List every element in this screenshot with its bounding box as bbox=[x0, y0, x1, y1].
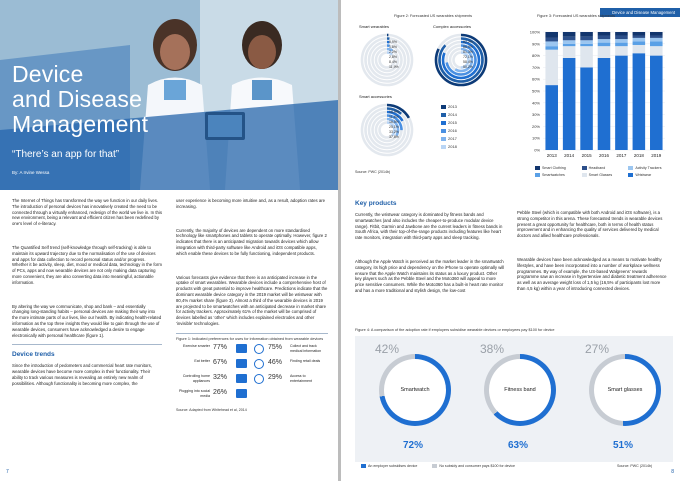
donut-value: 11,9% bbox=[389, 65, 399, 69]
bar-segment bbox=[615, 46, 628, 55]
legend-year: 2015 bbox=[448, 120, 457, 125]
legend-entry: An employer subsidises device bbox=[368, 464, 418, 468]
paragraph: Although the Apple Watch is perceived as the market leader in the smartwatch category, its high price and dependency on the iPhone to operate optimally will ensure that the Apple Watch maintains its status as a luxury product. Other key players such as the Pebble Steel and the Moto360 will appeal to more price sensitive consumers. While the Moto360 has a built-in heart rate monitor and has a more traditional and stylish design, the low-cost bbox=[355, 258, 505, 293]
paragraph: Currently, the majority of devices are dependent on more standardised technology like smartphones and tablets to operate optimally. However, figure 2 indicates that there is an anticipated migration towards devices which allow integration with third-party software like Android and iOS compatible apps, which enable these devices to be fully functioning, independent products. bbox=[176, 227, 327, 256]
x-tick-label: 2016 bbox=[598, 153, 610, 158]
figure-4 bbox=[355, 336, 673, 462]
section-heading: Device trends bbox=[12, 351, 55, 359]
bar-segment bbox=[545, 50, 558, 85]
fig1-label: Plugging into social media bbox=[179, 389, 210, 398]
paragraph: Pebble Steel (which is compatible with both Android and iOS software), is a strong competitor in this arena. These forecasted trends in wearable devices present a great opportunity for healthcare, both in terms of health status improvement and in enhancing the quality of services delivered by medical doctors and allied healthcare professionals. bbox=[517, 210, 663, 239]
bar-segment bbox=[650, 46, 663, 55]
legend-year: 2017 bbox=[448, 136, 457, 141]
bar-segment bbox=[650, 41, 663, 46]
bar-segment bbox=[650, 56, 663, 150]
bar-segment bbox=[598, 36, 611, 40]
bar-segment bbox=[563, 32, 576, 37]
left-column-2 bbox=[176, 198, 328, 412]
subsidy-percent: 51% bbox=[613, 440, 634, 451]
x-tick-label: 2014 bbox=[564, 153, 575, 158]
article-subtitle: “There’s an app for that” bbox=[12, 149, 120, 160]
fig1-percent: 75% bbox=[268, 344, 283, 352]
legend-swatch bbox=[441, 121, 446, 125]
bar-segment bbox=[650, 38, 663, 42]
legend-entry: No subsidy and consumer pays $100 for device bbox=[439, 464, 516, 468]
device-circle bbox=[489, 359, 551, 421]
left-page bbox=[0, 0, 338, 481]
legend-swatch bbox=[582, 173, 587, 177]
legend-swatch bbox=[628, 166, 633, 170]
figure-3-legend bbox=[535, 166, 675, 177]
paragraph: user experience is becoming more intuitive and, as a result, adoption rates are increasing. bbox=[176, 198, 326, 209]
figure-2 bbox=[355, 24, 515, 164]
figure-4-source: Source: PWC (2014b) bbox=[617, 464, 653, 468]
phone-icon bbox=[236, 374, 247, 383]
legend-year: 2018 bbox=[448, 144, 457, 149]
heart-icon bbox=[254, 374, 264, 384]
paragraph: Wearable devices have been acknowledged as a means to motivate healthy lifestyles, and have been incorporated into a number of workplace wellness programmes. By way of example, the US-based Walgreens’ rewards programme saw an increase in hypertensive and diabetic treatment adherence as well as an average weight loss of 1,5 kg (16,5% of participants lost more than 4,5 kg) within a year of introducing connected devices. bbox=[517, 256, 667, 291]
bar-segment bbox=[650, 32, 663, 36]
donut-value: 25,1% bbox=[389, 125, 399, 129]
figure-1-caption: Figure 1: Indicated preferences for uses for information obtained from wearable devices bbox=[176, 336, 324, 341]
donut-value: 16,5% bbox=[389, 120, 399, 124]
x-tick-label: 2017 bbox=[616, 153, 627, 158]
y-tick-label: 50% bbox=[531, 88, 540, 94]
donut-value: 1,8% bbox=[389, 45, 397, 49]
bar-segment bbox=[598, 32, 611, 36]
bar-segment bbox=[545, 85, 558, 150]
bar-segment bbox=[545, 32, 558, 38]
donut-value: 0,9% bbox=[389, 40, 397, 44]
bar-segment bbox=[598, 39, 611, 43]
figure-4-title: Figure 4: A comparison of the adoption rate if employers subsidise wearable devices or employees pay $100 for device bbox=[355, 328, 555, 332]
bar-segment bbox=[580, 67, 593, 150]
donut-value: 37,8% bbox=[389, 135, 399, 139]
fig1-label: Controlling home appliances bbox=[182, 374, 210, 383]
y-tick-label: 30% bbox=[531, 112, 540, 118]
bar-segment bbox=[615, 43, 628, 47]
donut-value: 33,2% bbox=[389, 130, 399, 134]
fig1-percent: 67% bbox=[213, 359, 228, 367]
figure-1 bbox=[176, 344, 328, 408]
y-tick-label: 100% bbox=[529, 29, 540, 35]
legend-swatch bbox=[628, 173, 633, 177]
right-column-1 bbox=[355, 200, 505, 294]
no-subsidy-percent: 38% bbox=[480, 342, 505, 356]
donut-value: 50,2% bbox=[463, 65, 473, 69]
bar-segment bbox=[580, 32, 593, 37]
legend-entry: Headband bbox=[588, 166, 606, 170]
figure-1-source: Source: Adapted from Whitehead et al, 2014 bbox=[176, 408, 247, 413]
y-tick-label: 40% bbox=[531, 100, 540, 106]
donut-title: Smart wearables bbox=[359, 24, 390, 29]
phone-icon bbox=[236, 359, 247, 368]
paragraph: By altering the way we communicate, shop and bank – and essentially changing long-standing habits – personal devices are making their way into the more intimate parts of our lives, like our health. By indicating health-related information as the top three insights they would like to gain through the use of wearable devices, consumers have acknowledged a desire to engage electronically with personal healthcare (figure 1). bbox=[12, 303, 162, 338]
y-tick-label: 70% bbox=[531, 64, 540, 70]
bar-segment bbox=[545, 46, 558, 50]
bar-segment bbox=[633, 36, 646, 38]
bar-segment bbox=[633, 38, 646, 42]
y-tick-label: 0% bbox=[534, 147, 540, 153]
right-column-2 bbox=[517, 210, 669, 292]
legend-year: 2016 bbox=[448, 128, 457, 133]
y-tick-label: 10% bbox=[531, 135, 540, 141]
donut-value: 2,8% bbox=[389, 55, 397, 59]
legend-swatch bbox=[441, 105, 446, 109]
device-label: Fitness band bbox=[504, 387, 536, 393]
y-tick-label: 80% bbox=[531, 53, 540, 59]
bar-segment bbox=[598, 58, 611, 150]
figure-rule bbox=[176, 333, 328, 334]
bar-segment bbox=[633, 53, 646, 150]
byline: By: A Irvine Wessa bbox=[12, 170, 50, 175]
legend-entry: Activity Trackers bbox=[635, 166, 662, 170]
fig1-percent: 26% bbox=[213, 389, 228, 397]
donut-value: 81,3% bbox=[463, 50, 473, 54]
bar-segment bbox=[563, 46, 576, 58]
y-tick-label: 60% bbox=[531, 76, 540, 82]
paragraph: Various forecasts give evidence that there is an anticipated increase in the uptake of smart wearables. Wearable devices include a comprehensive host of products with great potential to improve healthcare. Predictions indicate that the dominant wearable device category in the 2019 market will be wristwear with 80,4% market share (figure 3). Almost a third of the wearable devices in 2019 are projected to be smartwatches with an anticipated decrease in market share for activity trackers. Approximately 61% of the market will be comprised of devices labelled as ‘other’ which includes explained electrodes and other ‘invisible’ technologies. bbox=[176, 274, 328, 326]
device-circle bbox=[384, 359, 446, 421]
bar-segment bbox=[563, 37, 576, 41]
paragraph: Since the introduction of pedometers and commercial heart rate monitors, wearable devices have become more complex in their functionality. Their ability to track various measures is revealing an entirely new realm of possibilities. Although functionality is becoming more complex, the bbox=[12, 363, 152, 386]
bar-segment bbox=[633, 45, 646, 53]
subsidy-percent: 72% bbox=[403, 440, 424, 451]
figure-2-title: Figure 2: Forecasted US wearables shipments bbox=[393, 14, 473, 18]
device-label: Smartwatch bbox=[400, 387, 430, 393]
x-tick-label: 2015 bbox=[581, 153, 592, 158]
paragraph: The Quantified Self trend (self-knowledge through self-tracking) is able to maintain its upward trajectory due to the normalisation of the use of devices and apps for data collection to record personal status and/or progress. Whether it be activity, sleep, diet, mood or medical data, technology in the form of PCs, apps and now wearable devices are not only making data capturing more convenient, they are also converting data into meaningful, actionable information. bbox=[12, 244, 162, 285]
fig1-percent: 32% bbox=[213, 374, 228, 382]
section-rule bbox=[12, 344, 162, 345]
donut-value: 8,4% bbox=[389, 60, 397, 64]
legend-swatch bbox=[441, 113, 446, 117]
bar-segment bbox=[615, 32, 628, 36]
bar-segment bbox=[563, 44, 576, 46]
page-number: 7 bbox=[6, 469, 9, 475]
bar-segment bbox=[615, 39, 628, 43]
legend-swatch bbox=[441, 137, 446, 141]
paragraph: Currently, the wristwear category is dominated by fitness bands and smartwatches (and also includes the cheaper-to-produce modular device range). Fitbit, Garmin and Jawbone are the current leaders in fitness bands in South Africa, with their top-of-the-range products including features like heart rate monitors, integration with third-party apps and sleep tracking. bbox=[355, 212, 503, 241]
legend-swatch bbox=[432, 464, 437, 468]
bar-segment bbox=[545, 38, 558, 42]
heart-icon bbox=[254, 359, 264, 369]
figure-4-legend bbox=[361, 464, 515, 468]
right-page bbox=[341, 0, 680, 481]
legend-swatch bbox=[441, 129, 446, 133]
legend-entry: Smartwatches bbox=[542, 173, 565, 178]
legend-swatch bbox=[361, 464, 366, 468]
bar-segment bbox=[563, 40, 576, 44]
legend-year: 2014 bbox=[448, 112, 457, 117]
bar-segment bbox=[580, 37, 593, 41]
no-subsidy-percent: 42% bbox=[375, 342, 400, 356]
donut-value: 2,2% bbox=[389, 50, 397, 54]
donut-value: 58,4% bbox=[463, 60, 473, 64]
running-header: Device and Disease Management bbox=[600, 8, 680, 17]
x-tick-label: 2019 bbox=[651, 153, 662, 158]
donut-value: 82,2% bbox=[463, 40, 473, 44]
bar-segment bbox=[563, 58, 576, 150]
subsidy-percent: 63% bbox=[508, 440, 529, 451]
bar-segment bbox=[580, 40, 593, 44]
bar-segment bbox=[615, 56, 628, 150]
legend-entry: Smart Glasses bbox=[588, 173, 613, 178]
phone-icon bbox=[236, 344, 247, 353]
donut-value: 16,9% bbox=[389, 110, 399, 114]
article-title: Device and Disease Management bbox=[12, 61, 149, 137]
x-tick-label: 2013 bbox=[546, 153, 557, 158]
legend-entry: Smart Clothing bbox=[542, 166, 566, 170]
donut-value: 86,9% bbox=[463, 45, 473, 49]
bar-segment bbox=[650, 36, 663, 38]
bar-segment bbox=[598, 43, 611, 47]
y-tick-label: 90% bbox=[531, 41, 540, 47]
fig1-percent: 77% bbox=[213, 344, 228, 352]
fig1-label: Access to entertainment bbox=[290, 374, 312, 383]
legend-swatch bbox=[535, 166, 540, 170]
figure-2-source: Source: PWC (2014b) bbox=[355, 170, 391, 174]
figure-3-title: Figure 3: Forecasted US wearables shipments bbox=[537, 14, 616, 18]
paragraph: The Internet of Things has transformed the way we function in our daily lives. The introduction of personal devices has innovatively created the need to be connected through a virtually enhanced, redesign of the world we live in. In this new environment, being a relevant and efficient citizen has been redefined by one’s level of e-literacy. bbox=[12, 198, 163, 227]
legend-swatch bbox=[582, 166, 587, 170]
device-label: Smart glasses bbox=[607, 387, 643, 393]
fig1-label: Finding retail deals bbox=[290, 359, 321, 364]
section-heading: Key products bbox=[355, 200, 397, 207]
heart-icon bbox=[254, 344, 264, 354]
donut-value: 72,1% bbox=[463, 55, 473, 59]
donut-title: Smart accessories bbox=[359, 94, 392, 99]
device-circle bbox=[594, 359, 656, 421]
legend-year: 2013 bbox=[448, 104, 457, 109]
bar-segment bbox=[580, 46, 593, 67]
no-subsidy-percent: 27% bbox=[585, 342, 610, 356]
y-tick-label: 20% bbox=[531, 123, 540, 129]
left-column-1 bbox=[12, 198, 162, 387]
fig1-label: Collect and track medical information bbox=[290, 344, 322, 353]
legend-swatch bbox=[441, 145, 446, 149]
bar-segment bbox=[615, 36, 628, 40]
hero-photo bbox=[0, 0, 338, 190]
fig1-percent: 46% bbox=[268, 359, 283, 367]
legend-entry: Wristwear bbox=[635, 173, 652, 178]
donut-value: 11,4% bbox=[389, 115, 399, 119]
legend-swatch bbox=[535, 173, 540, 177]
phone-icon bbox=[236, 389, 247, 398]
fig1-label: Exercise smarter bbox=[183, 344, 210, 349]
bar-segment bbox=[633, 41, 646, 45]
bar-segment bbox=[598, 46, 611, 58]
fig1-label: Eat better bbox=[194, 359, 210, 364]
donut-title: Complex accessories bbox=[433, 24, 472, 29]
bar-segment bbox=[633, 32, 646, 36]
bar-segment bbox=[545, 41, 558, 46]
figure-3-chart bbox=[523, 26, 673, 164]
x-tick-label: 2018 bbox=[633, 153, 644, 158]
page-number: 8 bbox=[671, 469, 674, 475]
bar-segment bbox=[580, 44, 593, 46]
fig1-percent: 29% bbox=[268, 374, 283, 382]
